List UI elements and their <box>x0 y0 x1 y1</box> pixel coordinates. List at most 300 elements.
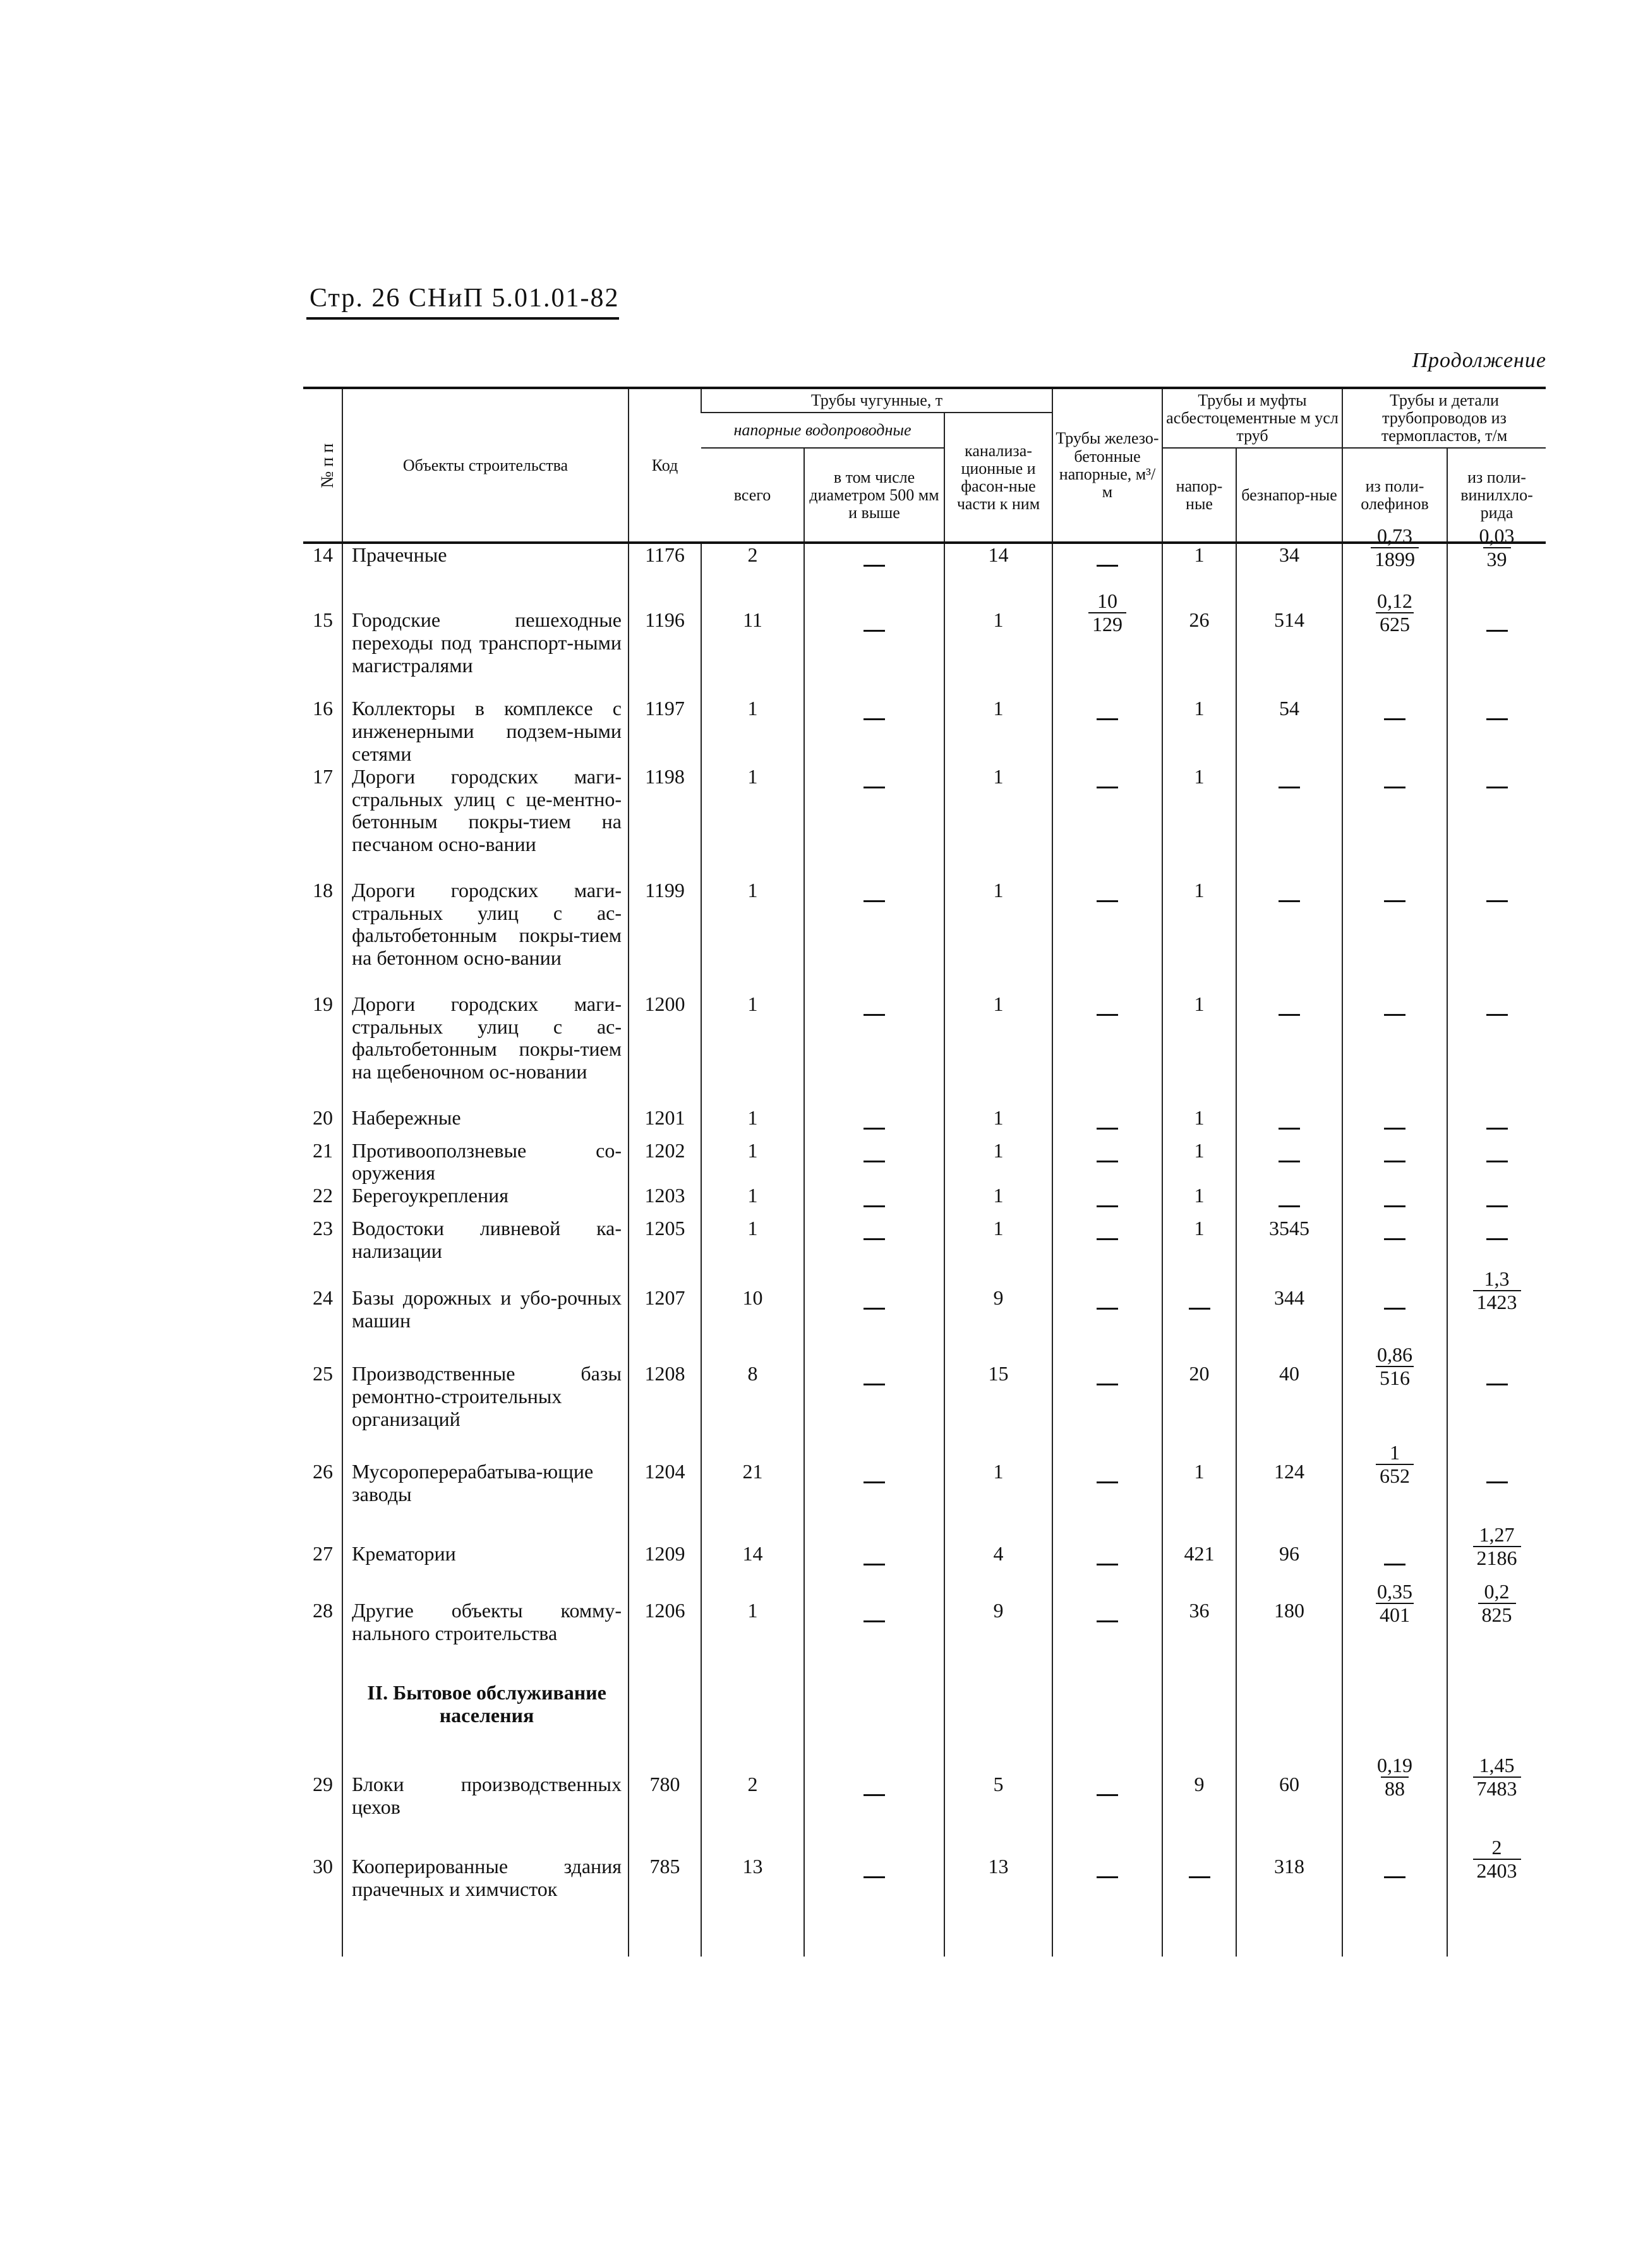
cell-row-number: 21 <box>313 1138 333 1162</box>
dash-mark <box>1486 630 1508 632</box>
dash-mark <box>1384 1014 1405 1016</box>
cell-polyolefin <box>1342 1442 1447 1524</box>
dash-mark <box>1384 1128 1405 1130</box>
cell-sewer: 1 <box>944 1185 1052 1217</box>
cell-code: 1209 <box>629 1543 701 1600</box>
cell-code: 1197 <box>629 697 701 765</box>
dash-mark <box>1097 1876 1118 1878</box>
cell-diameter-500 <box>804 1543 944 1600</box>
cell-diameter-500 <box>804 1140 944 1185</box>
dash-mark <box>1486 718 1508 720</box>
dash-mark <box>1279 1128 1300 1130</box>
dash-mark <box>1384 900 1405 902</box>
cell-asbestos-nonpressure <box>1236 766 1342 879</box>
dash-mark <box>864 1876 885 1878</box>
table-body <box>303 524 1546 1957</box>
table-row <box>303 766 1546 879</box>
cell-total: 11 <box>701 609 804 697</box>
cell-pvc <box>1447 524 1546 590</box>
cell-diameter-500 <box>804 1185 944 1217</box>
cell-rc-pipes <box>1052 1543 1162 1600</box>
dash-mark <box>1279 1205 1300 1207</box>
cell-total <box>701 1682 804 1773</box>
cell-sewer <box>944 1682 1052 1773</box>
cell-rc-pipes <box>1052 879 1162 993</box>
dash-mark <box>1384 1161 1405 1162</box>
cell-diameter-500 <box>804 609 944 697</box>
cell-sewer: 14 <box>944 543 1052 609</box>
dash-mark <box>1097 1238 1118 1240</box>
cell-rc-pipes <box>1052 1287 1162 1363</box>
dash-mark <box>864 630 885 632</box>
cell-sewer: 1 <box>944 1140 1052 1185</box>
cell-code: 1200 <box>629 993 701 1107</box>
dash-mark <box>864 1794 885 1796</box>
dash-mark <box>1097 1308 1118 1310</box>
cell-asbestos-nonpressure: 124 <box>1236 1461 1342 1543</box>
cell-rc-pipes <box>1052 1682 1162 1773</box>
col-header-num: № п п <box>303 388 342 543</box>
cell-total: 1 <box>701 1600 804 1682</box>
dash-mark <box>1486 900 1508 902</box>
dash-mark <box>1097 1161 1118 1162</box>
cell-row-number: 30 <box>313 1855 333 1878</box>
table-row <box>303 1773 1546 1855</box>
cell-object-name: Дороги городских маги-стральных улиц с це-ментно-бетонным покры-тием на песчаном осно-вании <box>342 766 629 879</box>
cell-row-number: 16 <box>313 697 333 720</box>
col-header-objects: Объекты строительства <box>342 388 629 543</box>
dash-mark <box>1486 1128 1508 1130</box>
cell-sewer: 1 <box>944 879 1052 993</box>
cell-code: 1207 <box>629 1287 701 1363</box>
col-header-cast-iron: Трубы чугунные, т <box>701 388 1052 413</box>
cell-diameter-500 <box>804 1773 944 1855</box>
cell-object-name: Прачечные <box>342 543 629 609</box>
dash-mark <box>864 1014 885 1016</box>
dash-mark <box>1097 787 1118 788</box>
cell-polyolefin <box>1342 1140 1447 1185</box>
cell-asbestos-pressure: 26 <box>1162 609 1236 697</box>
cell-diameter-500 <box>804 1855 944 1957</box>
fraction-value: $\frac{0,35}{401}$ <box>1377 1580 1413 1627</box>
cell-rc-pipes <box>1052 1855 1162 1957</box>
table-row <box>303 1185 1546 1217</box>
cell-pvc <box>1447 1524 1546 1581</box>
cell-code: 785 <box>629 1855 701 1957</box>
cell-diameter-500 <box>804 1600 944 1682</box>
cell-object-name: Коллекторы в комплексе с инженерными подзем-ными сетями <box>342 697 629 765</box>
cell-asbestos-nonpressure <box>1236 1140 1342 1185</box>
fraction-value: $\frac{1}{652}$ <box>1376 1442 1414 1487</box>
dash-mark <box>1384 1205 1405 1207</box>
cell-object-name: Мусороперерабатыва-ющие заводы <box>342 1461 629 1543</box>
cell-row-number: 27 <box>313 1542 333 1565</box>
table-row <box>303 1107 1546 1140</box>
cell-total: 10 <box>701 1287 804 1363</box>
cell-rc-pipes <box>1052 1600 1162 1682</box>
cell-total: 14 <box>701 1543 804 1600</box>
dash-mark <box>864 1620 885 1622</box>
cell-total: 1 <box>701 697 804 765</box>
section-title: II. Бытовое обслуживание населения <box>342 1682 629 1773</box>
dash-mark <box>1384 1564 1405 1565</box>
cell-sewer: 1 <box>944 1107 1052 1140</box>
cell-asbestos-nonpressure <box>1236 1682 1342 1773</box>
cell-object-name: Блоки производственных цехов <box>342 1773 629 1855</box>
cell-rc-pipes <box>1052 766 1162 879</box>
fraction-value: $\frac{10}{129}$ <box>1088 590 1126 636</box>
cell-rc-pipes <box>1052 1107 1162 1140</box>
cell-asbestos-pressure <box>1162 1287 1236 1363</box>
cell-polyolefin <box>1342 590 1447 679</box>
col-header-total: всего <box>701 448 804 543</box>
cell-asbestos-pressure: 1 <box>1162 879 1236 993</box>
cell-pvc <box>1447 1754 1546 1837</box>
dash-mark <box>1097 1128 1118 1130</box>
cell-object-name: Крематории <box>342 1543 629 1600</box>
cell-polyolefin <box>1342 697 1447 765</box>
cell-object-name: Берегоукрепления <box>342 1185 629 1217</box>
cell-pvc <box>1447 993 1546 1107</box>
cell-diameter-500 <box>804 879 944 993</box>
cell-total: 1 <box>701 766 804 879</box>
cell-polyolefin <box>1342 1855 1447 1957</box>
dash-mark <box>1279 787 1300 788</box>
dash-mark <box>1279 1014 1300 1016</box>
cell-row-number: 19 <box>313 992 333 1015</box>
dash-mark <box>864 1564 885 1565</box>
cell-polyolefin <box>1342 1754 1447 1837</box>
col-header-polyolefin: из поли-олефинов <box>1342 448 1447 543</box>
cell-polyolefin <box>1342 1217 1447 1287</box>
cell-code: 780 <box>629 1773 701 1855</box>
cell-pvc <box>1447 1185 1546 1217</box>
cell-object-name: Водостоки ливневой ка-нализации <box>342 1217 629 1287</box>
cell-asbestos-nonpressure <box>1236 1185 1342 1217</box>
table-row <box>303 1461 1546 1543</box>
dash-mark <box>1384 1876 1405 1878</box>
cell-rc-pipes <box>1052 1217 1162 1287</box>
dash-mark <box>1486 1481 1508 1483</box>
fraction-value: $\frac{0,73}{1899}$ <box>1371 525 1419 570</box>
cell-rc-pipes <box>1052 1363 1162 1461</box>
cell-asbestos-pressure <box>1162 1855 1236 1957</box>
cell-diameter-500 <box>804 1287 944 1363</box>
dash-mark <box>1097 718 1118 720</box>
dash-mark <box>1097 1564 1118 1565</box>
cell-diameter-500 <box>804 1107 944 1140</box>
cell-row-number: 25 <box>313 1362 333 1385</box>
dash-mark <box>864 1238 885 1240</box>
cell-row-number: 17 <box>313 764 333 788</box>
cell-row-number: 26 <box>313 1460 333 1483</box>
cell-asbestos-pressure: 1 <box>1162 1461 1236 1543</box>
dash-mark <box>1486 1161 1508 1162</box>
cell-asbestos-pressure: 9 <box>1162 1773 1236 1855</box>
table-row <box>303 609 1546 697</box>
col-header-pressure-water: напорные водопроводные <box>701 413 944 448</box>
fraction-value: $\frac{2}{2403}$ <box>1473 1837 1521 1882</box>
dash-mark <box>1189 1876 1210 1878</box>
table-header <box>303 388 1546 543</box>
dash-mark <box>1279 1161 1300 1162</box>
dash-mark <box>864 1205 885 1207</box>
col-header-pvc: из поли-винилхло-рида <box>1447 448 1546 543</box>
cell-row-number: 28 <box>313 1599 333 1622</box>
cell-code: 1201 <box>629 1107 701 1140</box>
cell-row-number: 14 <box>313 543 333 567</box>
cell-sewer: 9 <box>944 1287 1052 1363</box>
dash-mark <box>1486 787 1508 788</box>
cell-asbestos-pressure: 1 <box>1162 993 1236 1107</box>
dash-mark <box>864 718 885 720</box>
cell-sewer: 1 <box>944 609 1052 697</box>
cell-diameter-500 <box>804 543 944 609</box>
cell-asbestos-nonpressure: 60 <box>1236 1773 1342 1855</box>
cell-code: 1198 <box>629 766 701 879</box>
cell-code: 1206 <box>629 1600 701 1682</box>
cell-diameter-500 <box>804 697 944 765</box>
dash-mark <box>1384 718 1405 720</box>
cell-polyolefin <box>1342 993 1447 1107</box>
dash-mark <box>864 1128 885 1130</box>
cell-polyolefin <box>1342 1581 1447 1663</box>
cell-sewer: 1 <box>944 697 1052 765</box>
cell-row-number: 18 <box>313 878 333 902</box>
cell-pvc <box>1447 766 1546 879</box>
cell-row-number: 29 <box>313 1773 333 1796</box>
cell-pvc <box>1447 1140 1546 1185</box>
fraction-value: $\frac{1,3}{1423}$ <box>1473 1268 1521 1313</box>
cell-sewer: 9 <box>944 1600 1052 1682</box>
cell-total: 1 <box>701 1185 804 1217</box>
cell-asbestos-nonpressure: 54 <box>1236 697 1342 765</box>
cell-object-name: Дороги городских маги-стральных улиц с ас-фальтобетонным покры-тием на щебеночном ос-новании <box>342 993 629 1107</box>
dash-mark <box>864 787 885 788</box>
cell-total: 1 <box>701 1217 804 1287</box>
cell-row-number: 22 <box>313 1184 333 1207</box>
fraction-value: $\frac{1,27}{2186}$ <box>1473 1524 1521 1569</box>
cell-object-name: Противооползневые со-оружения <box>342 1140 629 1185</box>
dash-mark <box>864 565 885 567</box>
dash-mark <box>1486 1014 1508 1016</box>
cell-total: 21 <box>701 1461 804 1543</box>
cell-diameter-500 <box>804 1682 944 1773</box>
cell-asbestos-pressure: 36 <box>1162 1600 1236 1682</box>
dash-mark <box>864 1308 885 1310</box>
cell-rc-pipes <box>1052 697 1162 765</box>
dash-mark <box>1384 1238 1405 1240</box>
col-header-thermoplastic: Трубы и детали трубопроводов из термопластов, т/м <box>1342 388 1546 448</box>
dash-mark <box>1097 1481 1118 1483</box>
cell-total: 1 <box>701 879 804 993</box>
dash-mark <box>1486 1384 1508 1385</box>
dash-mark <box>1097 1384 1118 1385</box>
cell-polyolefin <box>1342 766 1447 879</box>
dash-mark <box>864 1384 885 1385</box>
cell-pvc <box>1447 1363 1546 1461</box>
cell-object-name: Набережные <box>342 1107 629 1140</box>
cell-sewer: 5 <box>944 1773 1052 1855</box>
cell-asbestos-nonpressure <box>1236 993 1342 1107</box>
cell-asbestos-nonpressure: 96 <box>1236 1543 1342 1600</box>
cell-asbestos-nonpressure <box>1236 1107 1342 1140</box>
cell-diameter-500 <box>804 993 944 1107</box>
dash-mark <box>864 1161 885 1162</box>
cell-diameter-500 <box>804 1461 944 1543</box>
data-table <box>303 387 1546 1957</box>
cell-sewer: 4 <box>944 1543 1052 1600</box>
fraction-value: $\frac{0,03}{39}$ <box>1479 524 1515 571</box>
cell-rc-pipes <box>1052 1140 1162 1185</box>
cell-asbestos-nonpressure: 318 <box>1236 1855 1342 1957</box>
cell-total: 1 <box>701 1107 804 1140</box>
col-header-asbestos: Трубы и муфты асбестоцементные м усл труб <box>1162 388 1342 448</box>
cell-total: 2 <box>701 543 804 609</box>
cell-pvc <box>1447 609 1546 697</box>
cell-pvc <box>1447 1837 1546 1938</box>
cell-row-number: 15 <box>313 608 333 632</box>
dash-mark <box>1189 1308 1210 1310</box>
fraction-value: $\frac{0,2}{825}$ <box>1478 1581 1516 1626</box>
cell-rc-pipes <box>1052 1773 1162 1855</box>
cell-asbestos-pressure: 1 <box>1162 766 1236 879</box>
col-header-pressure: напор-ные <box>1162 448 1236 543</box>
cell-code <box>629 1682 701 1773</box>
cell-sewer: 1 <box>944 1217 1052 1287</box>
cell-code: 1203 <box>629 1185 701 1217</box>
dash-mark <box>1097 1014 1118 1016</box>
fraction-value: $\frac{0,19}{88}$ <box>1377 1754 1413 1801</box>
cell-pvc <box>1447 1581 1546 1663</box>
table-row <box>303 697 1546 765</box>
fraction-value: $\frac{0,86}{516}$ <box>1377 1343 1413 1390</box>
col-header-code: Код <box>629 388 701 543</box>
cell-object-name: Базы дорожных и убо-рочных машин <box>342 1287 629 1363</box>
cell-diameter-500 <box>804 1217 944 1287</box>
dash-mark <box>1097 1620 1118 1622</box>
cell-asbestos-pressure: 1 <box>1162 1140 1236 1185</box>
cell-code: 1202 <box>629 1140 701 1185</box>
dash-mark <box>1097 565 1118 567</box>
cell-rc-pipes <box>1052 993 1162 1107</box>
cell-code: 1176 <box>629 543 701 609</box>
dash-mark <box>1384 787 1405 788</box>
col-header-nonpressure: безнапор-ные <box>1236 448 1342 543</box>
cell-code: 1196 <box>629 609 701 697</box>
table-row <box>303 1217 1546 1287</box>
cell-asbestos-nonpressure: 344 <box>1236 1287 1342 1363</box>
cell-diameter-500 <box>804 1363 944 1461</box>
cell-diameter-500 <box>804 766 944 879</box>
cell-rc-pipes <box>1052 1185 1162 1217</box>
cell-code: 1208 <box>629 1363 701 1461</box>
table-row <box>303 1855 1546 1957</box>
cell-asbestos-pressure: 1 <box>1162 1107 1236 1140</box>
cell-rc-pipes <box>1052 590 1162 679</box>
cell-asbestos-pressure: 20 <box>1162 1363 1236 1461</box>
cell-sewer: 13 <box>944 1855 1052 1957</box>
table-row <box>303 993 1546 1107</box>
col-header-rc-pipes: Трубы железо-бетонные напорные, м³/м <box>1052 388 1162 543</box>
cell-asbestos-pressure: 1 <box>1162 697 1236 765</box>
cell-asbestos-nonpressure: 34 <box>1236 543 1342 609</box>
cell-rc-pipes <box>1052 1461 1162 1543</box>
cell-object-name: Производственные базы ремонтно-строительных организаций <box>342 1363 629 1461</box>
cell-row-number: 20 <box>313 1106 333 1129</box>
dash-mark <box>1097 900 1118 902</box>
cell-polyolefin <box>1342 1344 1447 1442</box>
cell-asbestos-pressure <box>1162 1682 1236 1773</box>
cell-polyolefin <box>1342 524 1447 590</box>
cell-asbestos-pressure: 421 <box>1162 1543 1236 1600</box>
col-header-diameter-500: в том числе диаметром 500 мм и выше <box>804 448 944 543</box>
cell-asbestos-nonpressure: 40 <box>1236 1363 1342 1461</box>
cell-polyolefin <box>1342 1185 1447 1217</box>
cell-code: 1199 <box>629 879 701 993</box>
cell-pvc <box>1447 1107 1546 1140</box>
dash-mark <box>1384 1308 1405 1310</box>
cell-asbestos-nonpressure: 180 <box>1236 1600 1342 1682</box>
cell-asbestos-pressure: 1 <box>1162 543 1236 609</box>
cell-polyolefin <box>1342 879 1447 993</box>
cell-object-name: Дороги городских маги-стральных улиц с ас-фальтобетонным покры-тием на бетонном осно-вании <box>342 879 629 993</box>
table-row <box>303 879 1546 993</box>
dash-mark <box>864 1481 885 1483</box>
dash-mark <box>864 900 885 902</box>
cell-row-number <box>303 1682 342 1773</box>
cell-total: 13 <box>701 1855 804 1957</box>
data-table-container <box>303 387 1546 1957</box>
fraction-value: $\frac{1,45}{7483}$ <box>1473 1754 1521 1800</box>
cell-row-number: 24 <box>313 1286 333 1310</box>
cell-pvc <box>1447 1268 1546 1344</box>
cell-object-name: Другие объекты комму-нального строительства <box>342 1600 629 1682</box>
cell-asbestos-nonpressure: 3545 <box>1236 1217 1342 1287</box>
cell-total: 1 <box>701 1140 804 1185</box>
continuation-label: Продолжение <box>1412 349 1546 372</box>
page-header: Стр. 26 СНиП 5.01.01-82 <box>310 284 620 313</box>
cell-sewer: 1 <box>944 766 1052 879</box>
dash-mark <box>1097 1205 1118 1207</box>
dash-mark <box>1486 1205 1508 1207</box>
table-row <box>303 1600 1546 1682</box>
cell-object-name: Кооперированные здания прачечных и химчисток <box>342 1855 629 1957</box>
cell-polyolefin <box>1342 1107 1447 1140</box>
cell-total: 2 <box>701 1773 804 1855</box>
dash-mark <box>1486 1238 1508 1240</box>
cell-sewer: 15 <box>944 1363 1052 1461</box>
col-header-sewer: канализа-ционные и фасон-ные части к ним <box>944 413 1052 543</box>
dash-mark <box>1097 1794 1118 1796</box>
cell-row-number: 23 <box>313 1217 333 1240</box>
cell-code: 1205 <box>629 1217 701 1287</box>
cell-pvc <box>1447 697 1546 765</box>
cell-asbestos-nonpressure: 514 <box>1236 609 1342 697</box>
header-rule <box>306 317 619 320</box>
cell-asbestos-nonpressure <box>1236 879 1342 993</box>
cell-sewer: 1 <box>944 993 1052 1107</box>
cell-sewer: 1 <box>944 1461 1052 1543</box>
cell-pvc <box>1447 879 1546 993</box>
cell-total: 1 <box>701 993 804 1107</box>
cell-code: 1204 <box>629 1461 701 1543</box>
cell-total: 8 <box>701 1363 804 1461</box>
table-row <box>303 1140 1546 1185</box>
cell-asbestos-pressure: 1 <box>1162 1217 1236 1287</box>
cell-object-name: Городские пешеходные переходы под транспорт-ными магистралями <box>342 609 629 697</box>
dash-mark <box>1279 900 1300 902</box>
